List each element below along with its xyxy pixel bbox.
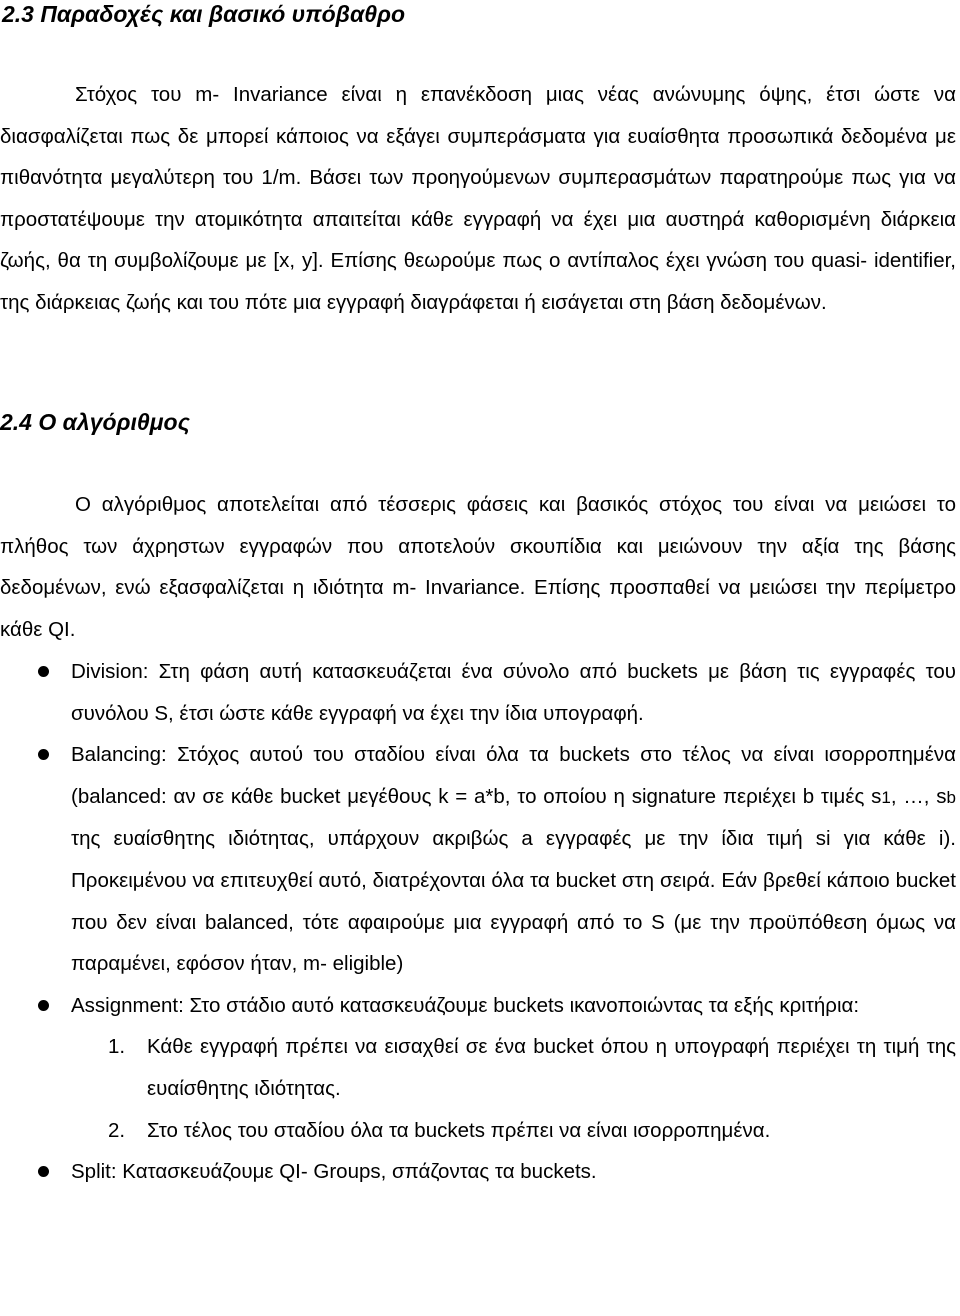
algorithm-paragraph: Ο αλγόριθμος αποτελείται από τέσσερις φάσεις και βασικός στόχος του είναι να μειώσει το πλήθος των άχρηστων εγγραφών που αποτελούν σκουπίδια και μειώνουν την αξία της βάσης δεδομένων, ενώ εξασφαλίζεται η ιδιότητα m- Invariance. Επίσης προσπαθεί να μειώσει την περίμετρο κάθε QI. <box>0 493 956 641</box>
assignment-criteria-list <box>71 1026 956 1151</box>
balancing-signature-word: signature <box>631 784 717 808</box>
split-text: Split: Κατασκευάζουμε QI- Groups, σπάζοντας τα buckets. <box>71 1160 597 1184</box>
assignment-text: Assignment: Στο στάδιο αυτό κατασκευάζουμε buckets ικανοποιώντας τα εξής κριτήρια: <box>71 993 860 1017</box>
bullet-icon <box>38 1000 49 1011</box>
balancing-s1-index: 1 <box>881 787 891 807</box>
assumptions-paragraph: Στόχος του m- Invariance είναι η επανέκδοση μιας νέας ανώνυμης όψης, έτσι ώστε να διασφαλίζεται πως δε μπορεί κάποιος να εξάγει συμπεράσματα για ευαίσθητα προσωπικά δεδομένα με πιθανότητα μεγαλύτερη του 1/m. Βάσει των προηγούμενων συμπερασμάτων παρατηρούμε πως για να προστατέψουμε την ατομικότητα απαιτείται κάθε εγγραφή να έχει μια αυστηρά καθορισμένη διάρκεια ζωής, θα τη συμβολίζουμε με [x, y]. Επίσης θεωρούμε πως ο αντίπαλος έχει γνώση του quasi- identifier, της διάρκειας ζωής και του πότε μια εγγραφή διαγράφεται ή εισάγεται στη βάση δεδομένων. <box>0 83 956 314</box>
list-item-division <box>0 651 956 734</box>
list-item-split <box>0 1151 956 1193</box>
list-item-balancing <box>0 734 956 985</box>
list-item-assignment <box>0 985 956 1151</box>
bullet-icon <box>38 749 49 760</box>
balancing-text-mid2: , …, s <box>890 784 947 808</box>
criteria-number: 1. <box>108 1035 126 1059</box>
bullet-icon <box>38 1166 49 1177</box>
phase-list <box>0 651 956 1193</box>
section-heading-algorithm: 2.4 Ο αλγόριθμος <box>0 409 190 435</box>
criteria-number: 2. <box>108 1118 126 1142</box>
bullet-icon <box>38 666 49 677</box>
division-text: Division: Στη φάση αυτή κατασκευάζεται ένα σύνολο από buckets με βάση τις εγγραφές του συνόλου S, έτσι ώστε κάθε εγγραφή να έχει την ίδια υπογραφή. <box>71 660 956 725</box>
section-heading-assumptions: 2.3 Παραδοχές και βασικό υπόβαθρο <box>2 1 406 27</box>
balancing-text-mid: περιέχει b τιμές s <box>716 784 882 808</box>
criteria-text: Κάθε εγγραφή πρέπει να εισαχθεί σε ένα bucket όπου η υπογραφή περιέχει τη τιμή της ευαίσθητης ιδιότητας. <box>147 1035 956 1100</box>
balancing-text-start: Balancing: Στόχος αυτού του σταδίου είναι όλα τα buckets στο τέλος να είναι ισορροπημένα (balanced: αν σε κάθε bucket μεγέθους k = a*b, το οποίου η <box>71 743 956 808</box>
criteria-text: Στο τέλος του σταδίου όλα τα buckets πρέπει να είναι ισορροπημένα. <box>147 1118 771 1142</box>
criteria-item-1 <box>0 1026 956 1109</box>
criteria-item-2 <box>0 1110 956 1152</box>
balancing-text-end: της ευαίσθητης ιδιότητας, υπάρχουν ακριβώς a εγγραφές με την ίδια τιμή si για κάθε i). Προκειμένου να επιτευχθεί αυτό, διατρέχονται όλα τα bucket στη σειρά. Εάν βρεθεί κάποιο bucket που δεν είναι balanced, τότε αφαιρούμε μια εγγραφή από το S (με την προϋπόθεση όμως να παραμένει, εφόσον ήταν, m- eligible) <box>71 827 956 976</box>
balancing-sb-index: b <box>946 787 956 807</box>
